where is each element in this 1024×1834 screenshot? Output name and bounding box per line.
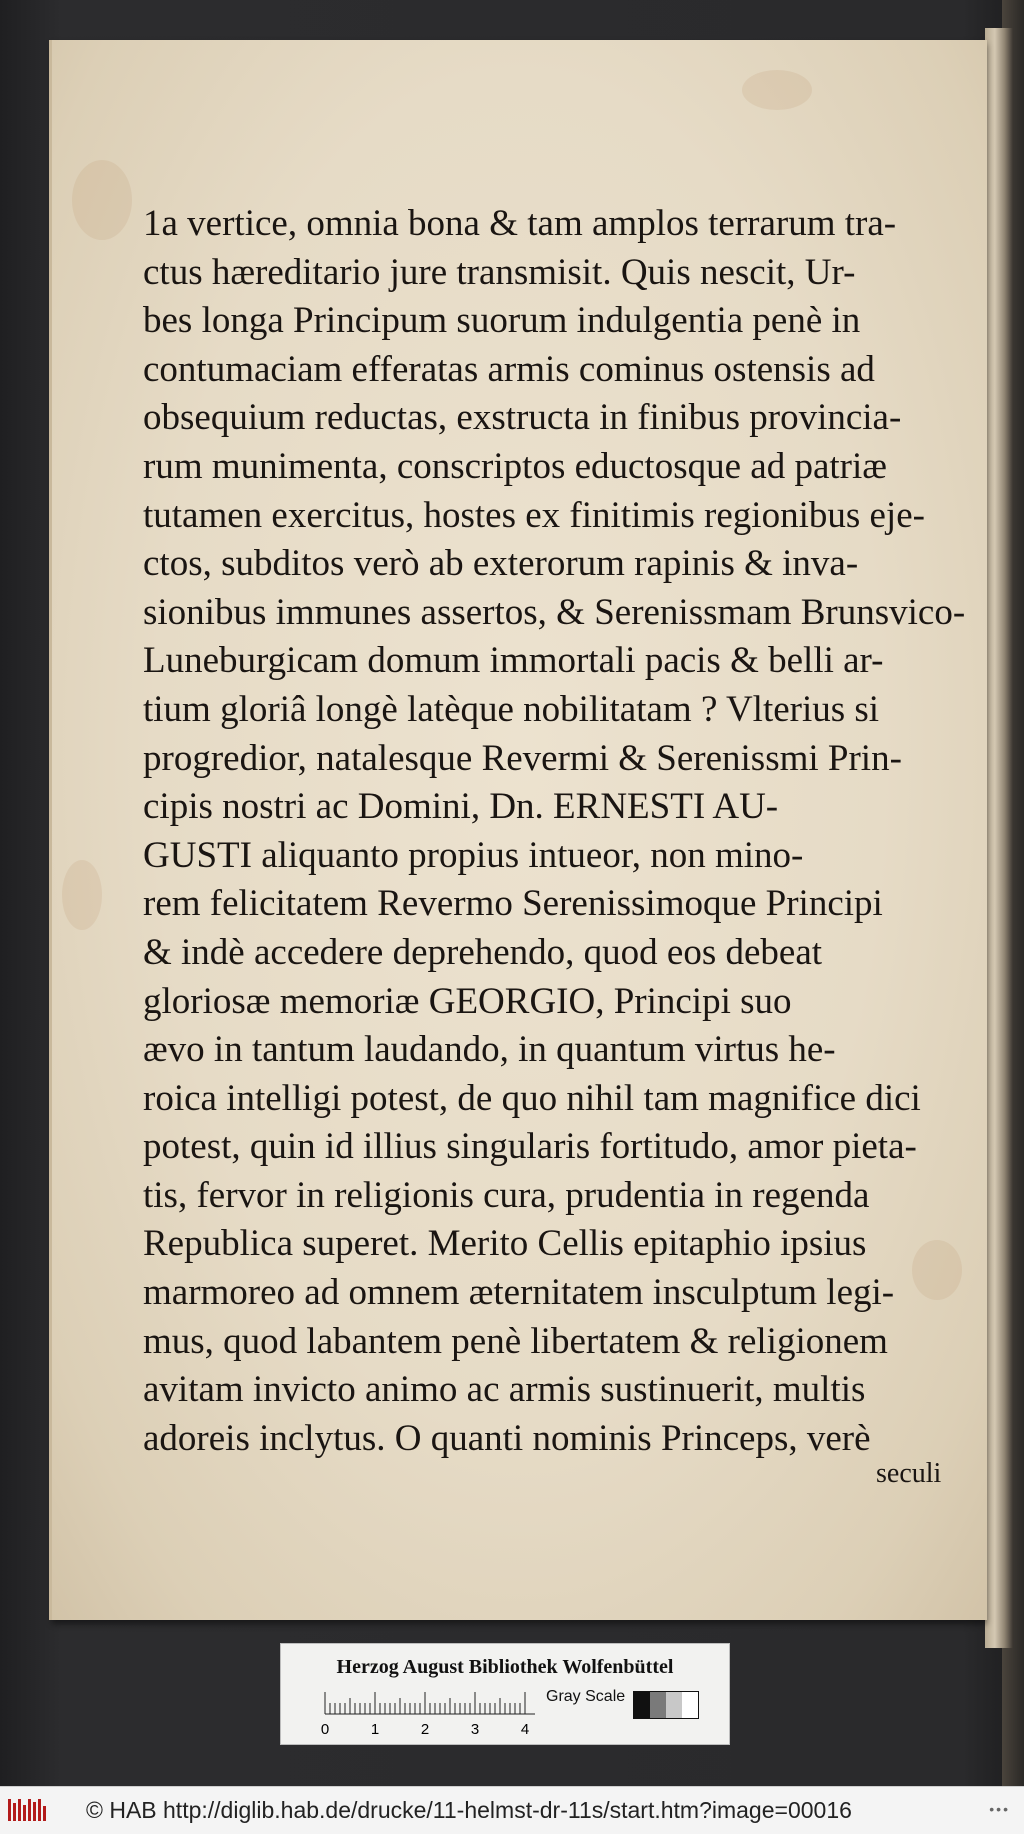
text-line: rum munimenta, conscriptos eductosque ad patriæ — [143, 445, 887, 487]
paper-stain — [72, 160, 132, 240]
text-line: contumaciam efferatas armis cominus ostensis ad — [143, 348, 875, 390]
text-line: potest, quin id illius singularis fortitudo, amor pieta- — [143, 1126, 917, 1168]
ruler-number: 4 — [520, 1721, 530, 1738]
menu-dots-icon[interactable]: ••• — [989, 1801, 1010, 1817]
text-line: roica intelligi potest, de quo nihil tam magnifice dici — [143, 1077, 921, 1119]
text-line: gloriosæ memoriæ GEORGIO, Principi suo — [143, 980, 792, 1022]
text-line: & indè accedere deprehendo, quod eos debeat — [143, 931, 823, 973]
library-color-card — [280, 1643, 730, 1745]
swatch — [682, 1692, 698, 1718]
swatch — [634, 1692, 650, 1718]
text-line: Luneburgicam domum immortali pacis & belli ar- — [143, 640, 884, 682]
gray-swatches — [633, 1691, 699, 1719]
page-text — [143, 200, 966, 1463]
text-line: tutamen exercitus, hostes ex finitimis regionibus eje- — [143, 494, 925, 536]
ruler-number: 2 — [420, 1721, 430, 1738]
ruler-number: 0 — [320, 1721, 330, 1738]
text-line: bes longa Principum suorum indulgentia penè in — [143, 300, 861, 342]
text-line: obsequium reductas, exstructa in finibus provincia- — [143, 397, 902, 439]
text-line: adoreis inclytus. O quanti nominis Princeps, verè — [143, 1417, 871, 1459]
text-line: mus, quod labantem penè libertatem & religionem — [143, 1320, 888, 1362]
text-line: avitam invicto animo ac armis sustinuerit, multis — [143, 1369, 866, 1411]
copyright-url: © HAB http://diglib.hab.de/drucke/11-helmst-dr-11s/start.htm?image=00016 — [86, 1797, 852, 1823]
text-line: ævo in tantum laudando, in quantum virtus he- — [143, 1029, 836, 1071]
text-line: rem felicitatem Revermo Serenissimoque Principi — [143, 883, 883, 925]
hab-logo-icon — [8, 1797, 48, 1823]
text-line: ctos, subditos verò ab exterorum rapinis & inva- — [143, 543, 859, 585]
gray-scale-label: Gray Scale — [546, 1688, 626, 1705]
viewer-footer — [0, 1786, 1024, 1834]
text-line: tium gloriâ longè latèque nobilitatam ? Vlterius si — [143, 688, 880, 730]
text-line: Republica superet. Merito Cellis epitaphio ipsius — [143, 1223, 867, 1265]
text-line: tis, fervor in religionis cura, prudentia in regenda — [143, 1174, 870, 1216]
text-line: ctus hæreditario jure transmisit. Quis nescit, Ur- — [143, 251, 856, 293]
text-line: cipis nostri ac Domini, Dn. ERNESTI AU- — [143, 786, 779, 828]
swatch — [666, 1692, 682, 1718]
paper-stain — [742, 70, 812, 110]
text-line: sionibus immunes assertos, & Serenissmam Brunsvico- — [143, 591, 966, 633]
paper-stain — [62, 860, 102, 930]
ruler-number: 1 — [370, 1721, 380, 1738]
library-name: Herzog August Bibliothek Wolfenbüttel — [336, 1656, 674, 1678]
text-line: marmoreo ad omnem æternitatem insculptum legi- — [143, 1272, 895, 1314]
text-line: 1a vertice, omnia bona & tam amplos terrarum tra- — [143, 203, 897, 244]
text-line: GUSTI aliquanto propius intueor, non mino- — [143, 834, 804, 876]
ruler-scale — [320, 1688, 540, 1738]
ruler-number: 3 — [470, 1721, 480, 1738]
text-line: progredior, natalesque Revermi & Serenissmi Prin- — [143, 737, 902, 779]
catchword: seculi — [876, 1458, 942, 1489]
page-edge — [985, 28, 1013, 1648]
swatch — [650, 1692, 666, 1718]
